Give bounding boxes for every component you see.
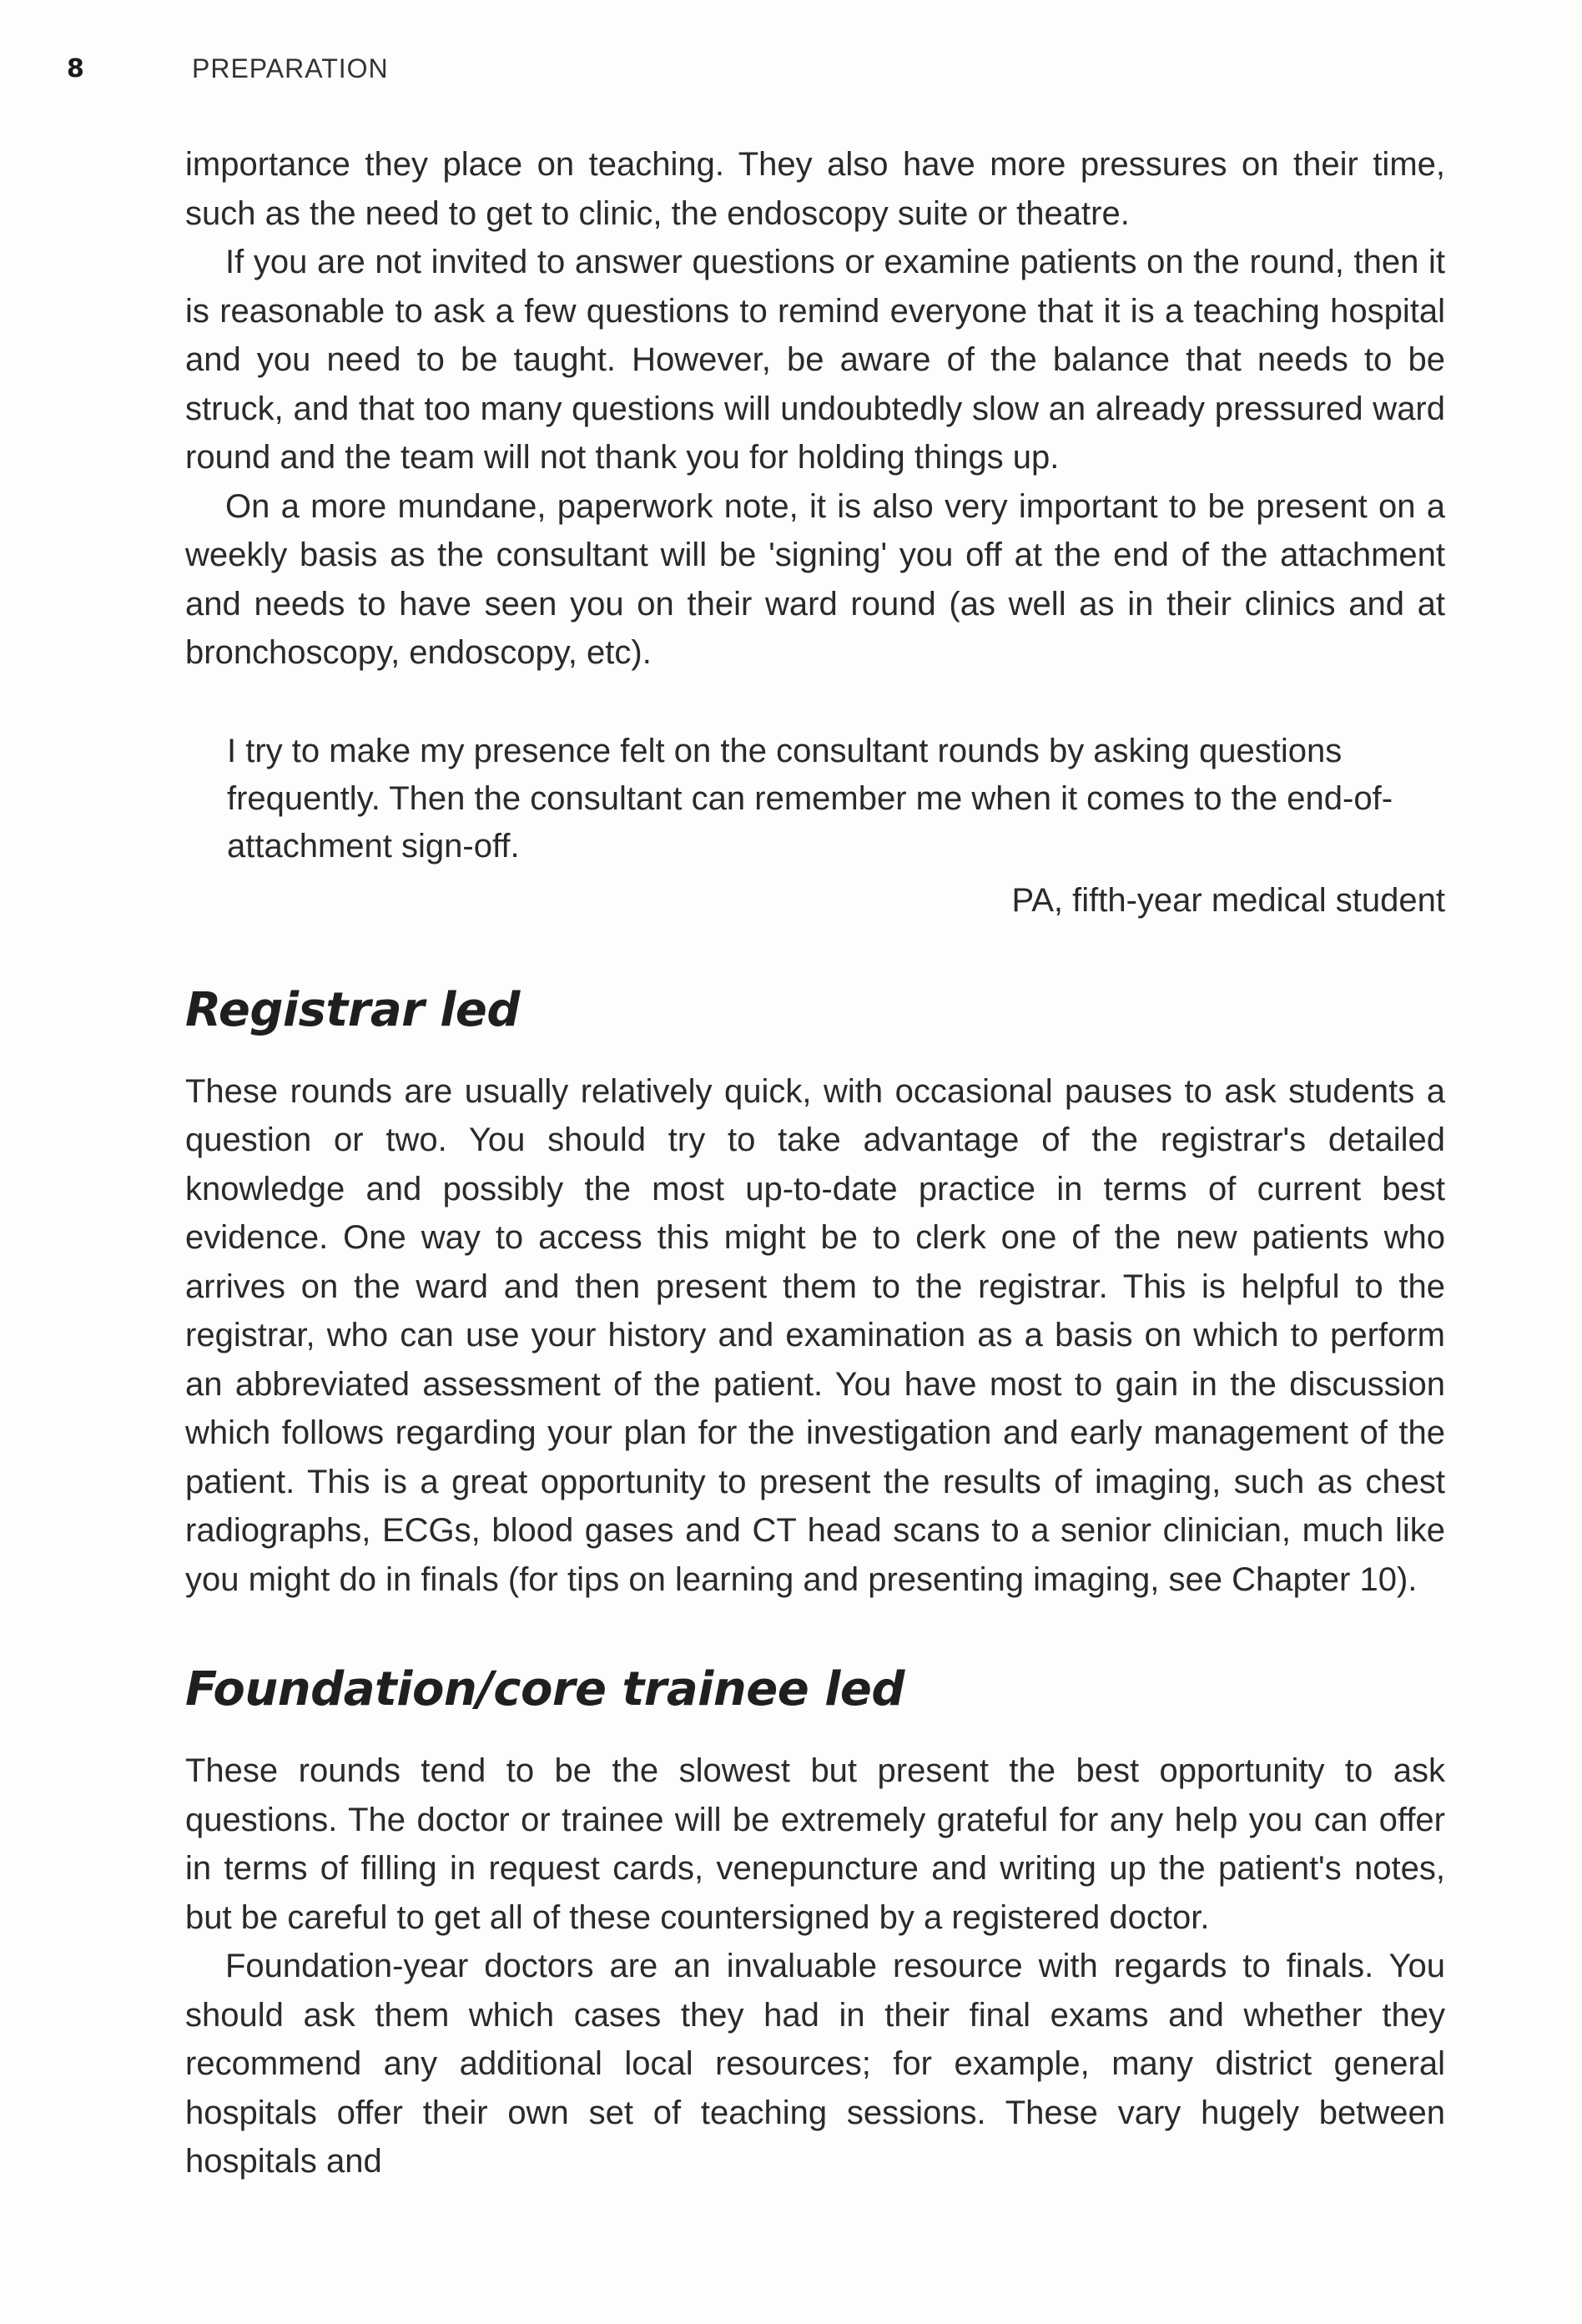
paragraph: These rounds are usually relatively quick, with occasional pauses to ask students a question or two. You should try to take advantage of the registrar's detailed knowledge and possibly the most up-to-date practice in terms of current best evidence. One way to access this might be to clerk one of the new patients who arrives on the ward and then present them to the registrar. This is helpful to the registrar, who can use your history and examination as a basis on which to perform an abbreviated assessment of the patient. You have most to gain in the discussion which follows regarding your plan for the investigation and early management of the patient. This is a great opportunity to present the results of imaging, such as chest radiographs, ECGs, blood gases and CT head scans to a senior clinician, much like you might do in finals (for tips on learning and presenting imaging, see Chapter 10).: [185, 1072, 1445, 1598]
paragraph: On a more mundane, paperwork note, it is also very important to be present on a weekly basis as the consultant will be 'signing' you off at the end of the attachment and needs to have seen you on their ward round (as well as in their clinics and at bronchoscopy, endoscopy, etc).: [185, 487, 1445, 671]
paragraph: Foundation-year doctors are an invaluable resource with regards to finals. You should ask them which cases they had in their final exams and whether they recommend any additional local resources; for example, many district general hospitals offer their own set of teaching sessions. These vary hugely between hospitals and: [185, 1948, 1445, 2180]
running-head: [67, 50, 389, 87]
body-text: [185, 140, 1445, 2186]
quote-text: I try to make my presence felt on the consultant rounds by asking questions frequently. Then the consultant can remember me when it comes to the end-of-attachment sign-off.: [227, 732, 1393, 865]
student-quote: [227, 728, 1445, 925]
page-number: 8: [67, 53, 84, 83]
paragraph: These rounds tend to be the slowest but present the best opportunity to ask questions. The doctor or trainee will be extremely grateful for any help you can offer in terms of filling in request cards, venepuncture and writing up the patient's notes, but be careful to get all of these countersigned by a registered doctor.: [185, 1752, 1445, 1936]
running-head-section: PREPARATION: [192, 53, 389, 83]
paragraph-continuation: importance they place on teaching. They also have more pressures on their time, such as the need to get to clinic, the endoscopy suite or theatre.: [185, 146, 1445, 232]
section-heading-foundation-core-trainee-led: Foundation/core trainee led: [185, 1662, 904, 1717]
section-heading-registrar-led: Registrar led: [185, 982, 520, 1037]
quote-attribution: PA, fifth-year medical student: [1011, 881, 1445, 919]
paragraph: If you are not invited to answer questions or examine patients on the round, then it is reasonable to ask a few questions to remind everyone that it is a teaching hospital and you need to be taught. However, be aware of the balance that needs to be struck, and that too many questions will undoubtedly slow an already pressured ward round and the team will not thank you for holding things up.: [185, 244, 1445, 476]
